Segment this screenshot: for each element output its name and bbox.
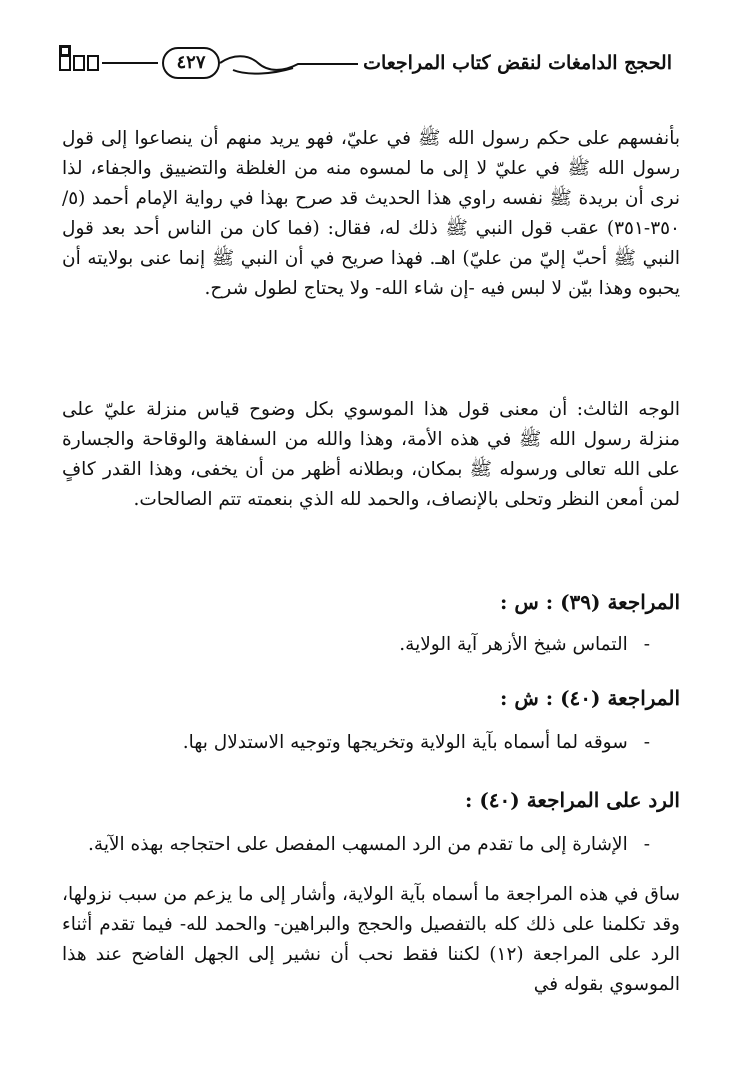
running-title: الحجج الدامغات لنقض كتاب المراجعات bbox=[363, 52, 672, 74]
paragraph-1: بأنفسهم على حكم رسول الله ﷺ في عليّ، فهو يريد منهم أن ينصاعوا إلى قول رسول الله ﷺ في عليّ لا إلى ما لمسوه منه من الغلظة والتضييق والجفاء، لذا نرى أن بريدة ﷺ نفسه راوي هذا الحديث قد صرح بهذا في رواية الإمام أحمد (٥/ ٣٥٠-٣٥١) عقب قول النبي ﷺ ذلك له، فقال: (فما كان من الناس أحد بعد قول النبي ﷺ أحبّ إليّ من عليّ) اهـ. فهذا صريح في أن النبي ﷺ إنما عنى بولايته أن يحبوه وهذا بيّن لا لبس فيه -إن شاء الله- ولا يحتاج لطول شرح. bbox=[62, 128, 680, 299]
bullet-text-1: التماس شيخ الأزهر آية الولاية. bbox=[399, 634, 628, 655]
bullet-dash: - bbox=[643, 732, 650, 753]
header-bullet-icon bbox=[58, 44, 72, 58]
section-heading-39: المراجعة (٣٩) : س : bbox=[500, 590, 680, 614]
paragraph-2: الوجه الثالث: أن معنى قول هذا الموسوي بكل وضوح قياس منزلة عليّ على منزلة رسول الله ﷺ في هذه الأمة، وهذا والله من السفاهة والوقاحة والجسارة على الله تعالى ورسوله ﷺ بمكان، وبطلانه أظهر من أن يخفى، وهذا القدر كافٍ لمن أمعن النظر وتحلى بالإنصاف، والحمد لله الذي بنعمته تتم الصالحات. bbox=[62, 399, 680, 510]
bullet-dash: - bbox=[643, 634, 650, 655]
paragraph-3: ساق في هذه المراجعة ما أسماه بآية الولاية، وأشار إلى ما يزعم من سبب نزولها، وقد تكلمنا على ذلك كله بالتفصيل والحجج والبراهين- والحمد لله- فيما تقدم أثناء الرد على المراجعة (١٢) لكننا فقط نحب أن نشير إلى الجهل الفاضح عند هذا الموسوي بقوله في bbox=[62, 884, 681, 995]
page-number: ٤٢٧ bbox=[162, 47, 220, 79]
bullet-text-2: سوقه لما أسماه بآية الولاية وتخريجها وتوجيه الاستدلال بها. bbox=[182, 732, 628, 753]
bullet-item-1 bbox=[399, 634, 650, 655]
page-header bbox=[58, 44, 692, 84]
bullet-text-3: الإشارة إلى ما تقدم من الرد المسهب المفصل على احتجاجه بهذه الآية. bbox=[88, 834, 628, 855]
section-heading-reply-40: الرد على المراجعة (٤٠) : bbox=[464, 788, 680, 812]
section-heading-40: المراجعة (٤٠) : ش : bbox=[500, 686, 680, 710]
bullet-item-3 bbox=[88, 834, 650, 855]
bullet-item-2 bbox=[183, 732, 650, 753]
bullet-dash: - bbox=[643, 834, 650, 855]
